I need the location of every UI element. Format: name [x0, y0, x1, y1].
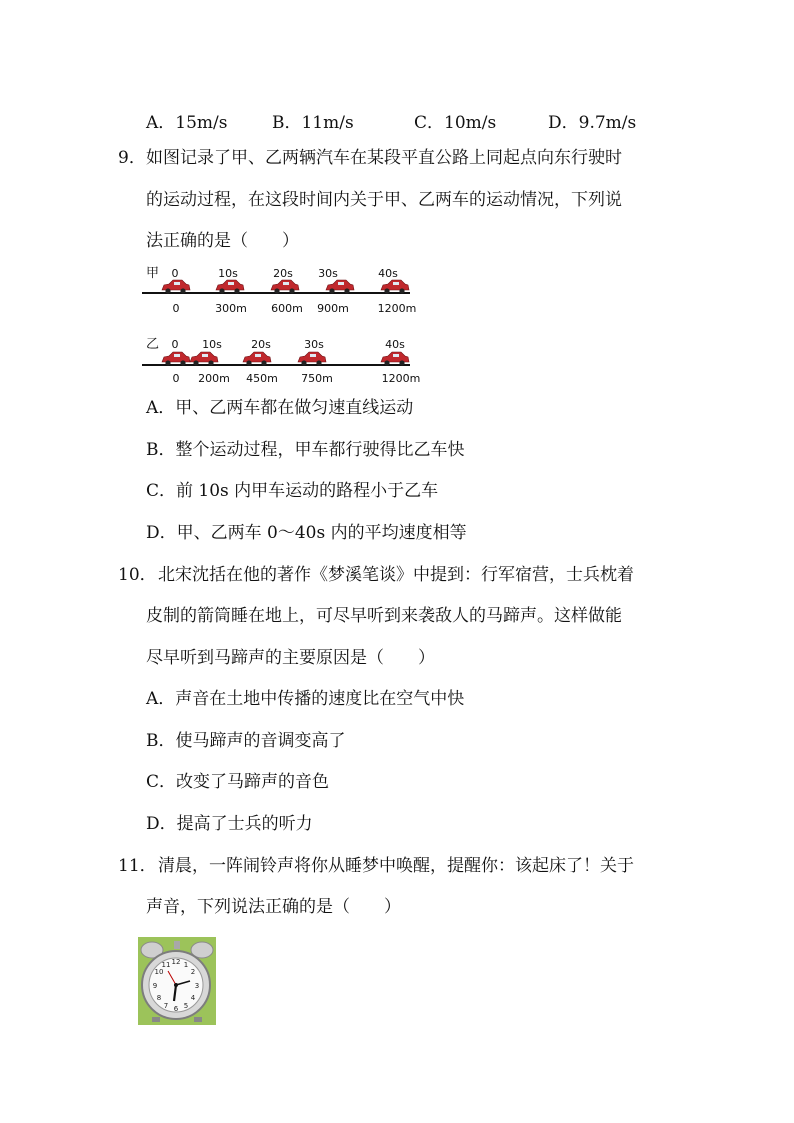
distance-label-yi-1: 200m	[198, 372, 230, 385]
distance-label-yi-3: 750m	[301, 372, 333, 385]
car-icon	[326, 280, 354, 294]
time-label-jia-2: 20s	[273, 267, 293, 280]
q10-option-a: A．声音在土地中传播的速度比在空气中快	[146, 689, 465, 709]
svg-text:7: 7	[163, 1002, 169, 1010]
distance-label-yi-4: 1200m	[381, 372, 421, 385]
q10-option-b: B．使马蹄声的音调变高了	[146, 731, 346, 751]
car-icon	[162, 280, 190, 294]
distance-label-yi-0: 0	[172, 372, 180, 385]
time-label-jia-3: 30s	[318, 267, 338, 280]
distance-label-jia-3: 900m	[317, 302, 349, 315]
time-label-yi-2: 20s	[251, 338, 271, 351]
q10-stem-line-1: 北宋沈括在他的著作《梦溪笔谈》中提到：行军宿营，士兵枕着	[158, 565, 634, 585]
distance-label-jia-0: 0	[172, 302, 180, 315]
q8-option-b: B．11m/s	[272, 113, 354, 133]
car-icon	[243, 352, 271, 366]
q10-number: 10．	[118, 565, 157, 585]
svg-text:2: 2	[190, 968, 196, 976]
q9-option-c: C．前 10s 内甲车运动的路程小于乙车	[146, 481, 439, 501]
svg-text:1: 1	[183, 961, 189, 969]
car-icon	[190, 352, 218, 366]
time-label-yi-0: 0	[171, 338, 179, 351]
car-icon	[216, 280, 244, 294]
q11-stem-line-2: 声音，下列说法正确的是（ ）	[146, 897, 401, 917]
q10-stem-line-2: 皮制的箭筒睡在地上，可尽早听到来袭敌人的马蹄声。这样做能	[146, 606, 622, 626]
svg-text:8: 8	[156, 994, 162, 1002]
distance-label-jia-1: 300m	[215, 302, 247, 315]
car-jia-label: 甲	[146, 266, 160, 281]
q10-stem-line-3: 尽早听到马蹄声的主要原因是（ ）	[146, 648, 435, 668]
time-label-jia-1: 10s	[218, 267, 238, 280]
time-label-jia-4: 40s	[378, 267, 398, 280]
svg-text:6: 6	[173, 1005, 179, 1013]
q10-option-d: D．提高了士兵的听力	[146, 814, 313, 834]
svg-text:9: 9	[152, 982, 158, 990]
q8-option-a: A．15m/s	[146, 113, 228, 133]
svg-text:11: 11	[161, 961, 171, 969]
time-label-jia-0: 0	[171, 267, 179, 280]
q9-option-d: D．甲、乙两车 0～40s 内的平均速度相等	[146, 523, 467, 543]
car-icon	[381, 280, 409, 294]
car-yi-label: 乙	[146, 337, 160, 352]
svg-text:10: 10	[154, 968, 164, 976]
q9-number: 9．	[118, 148, 146, 168]
svg-text:3: 3	[194, 982, 200, 990]
car-icon	[381, 352, 409, 366]
q9-stem-line-2: 的运动过程，在这段时间内关于甲、乙两车的运动情况，下列说	[146, 190, 622, 210]
car-icon	[162, 352, 190, 366]
q9-option-a: A．甲、乙两车都在做匀速直线运动	[146, 398, 414, 418]
q10-option-c: C．改变了马蹄声的音色	[146, 772, 330, 792]
q11-stem-line-1: 清晨，一阵闹铃声将你从睡梦中唤醒，提醒你：该起床了！关于	[158, 856, 634, 876]
q9-motion-figure	[0, 0, 794, 400]
q8-option-d: D．9.7m/s	[548, 113, 637, 133]
car-icon	[271, 280, 299, 294]
distance-label-jia-2: 600m	[271, 302, 303, 315]
time-label-yi-4: 40s	[385, 338, 405, 351]
alarm-clock-icon	[138, 937, 216, 1025]
q9-stem-line-1: 如图记录了甲、乙两辆汽车在某段平直公路上同起点向东行驶时	[146, 148, 622, 168]
car-icon	[298, 352, 326, 366]
q9-option-b: B．整个运动过程，甲车都行驶得比乙车快	[146, 440, 465, 460]
distance-label-yi-2: 450m	[246, 372, 278, 385]
time-label-yi-3: 30s	[304, 338, 324, 351]
q9-stem-line-3: 法正确的是（ ）	[146, 231, 299, 251]
q11-number: 11．	[118, 856, 157, 876]
time-label-yi-1: 10s	[202, 338, 222, 351]
distance-label-jia-4: 1200m	[377, 302, 417, 315]
q8-option-c: C．10m/s	[414, 113, 497, 133]
alarm-clock-image	[138, 937, 216, 1025]
svg-text:12: 12	[171, 958, 181, 966]
svg-text:4: 4	[190, 994, 196, 1002]
svg-text:5: 5	[183, 1002, 189, 1010]
